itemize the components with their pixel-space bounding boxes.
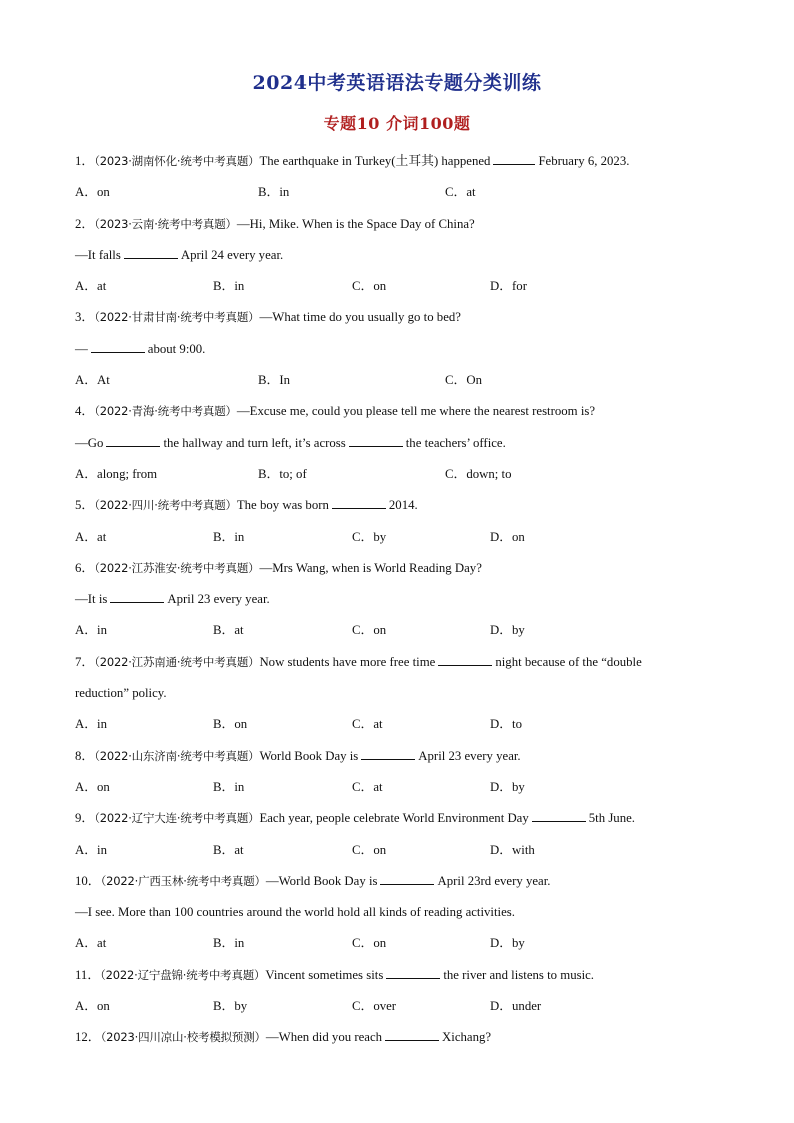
option-a[interactable]: A．on <box>75 185 110 200</box>
question-1-options <box>75 177 735 208</box>
option-a[interactable]: A．in <box>75 842 107 857</box>
answer-blank[interactable] <box>91 339 145 353</box>
option-c[interactable]: C．over <box>352 999 397 1014</box>
answer-blank[interactable] <box>124 245 178 259</box>
option-c[interactable]: C．down; to <box>445 466 512 481</box>
question-2-stem: 2．（2023·云南·统考中考真题）—Hi, Mike. When is the Space Day of China? <box>75 216 475 231</box>
option-d[interactable]: D．on <box>490 529 525 544</box>
question-6-options <box>75 615 735 646</box>
option-b[interactable]: B．in <box>258 185 290 200</box>
question-5-options <box>75 522 735 553</box>
option-d[interactable]: D．under <box>490 999 542 1014</box>
option-b[interactable]: B．In <box>258 373 290 388</box>
question-7-options <box>75 709 735 740</box>
question-3-line2: — about 9:00. <box>75 334 735 365</box>
option-d[interactable]: D．by <box>490 936 525 951</box>
question-9-options <box>75 835 735 866</box>
option-a[interactable]: A．at <box>75 279 107 294</box>
answer-blank[interactable] <box>385 1027 439 1041</box>
document-title: 2024中考英语语法专题分类训练 <box>252 72 542 94</box>
option-b[interactable]: B．at <box>213 623 244 638</box>
option-a[interactable]: A．on <box>75 999 110 1014</box>
option-b[interactable]: B．in <box>213 529 245 544</box>
option-a[interactable]: A．at <box>75 936 107 951</box>
question-2-options <box>75 271 735 302</box>
option-d[interactable]: D．with <box>490 842 535 857</box>
answer-blank[interactable] <box>332 495 386 509</box>
question-9-stem: 9．（2022·辽宁大连·统考中考真题）Each year, people celebrate World Environment Day 5th June. <box>75 803 735 834</box>
answer-blank[interactable] <box>361 746 415 760</box>
option-c[interactable]: C．on <box>352 279 387 294</box>
option-c[interactable]: C．on <box>352 936 387 951</box>
question-list <box>75 146 735 1054</box>
option-d[interactable]: D．for <box>490 279 527 294</box>
question-11-stem: 11．（2022·辽宁盘锦·统考中考真题）Vincent sometimes sits the river and listens to music. <box>75 960 735 991</box>
option-a[interactable]: A．in <box>75 623 107 638</box>
question-8-stem: 8．（2022·山东济南·统考中考真题）World Book Day is April 23 every year. <box>75 741 735 772</box>
option-d[interactable]: D．by <box>490 779 525 794</box>
option-b[interactable]: B．in <box>213 279 245 294</box>
question-1-stem: 1．（2023·湖南怀化·统考中考真题）The earthquake in Turkey(土耳其) happened February 6, 2023. <box>75 146 735 177</box>
question-12-stem: 12．（2023·四川凉山·校考模拟预测）—When did you reach Xichang? <box>75 1022 735 1053</box>
question-8-options <box>75 772 735 803</box>
document-subtitle: 专题10 介词100题 <box>323 114 471 133</box>
option-c[interactable]: C．at <box>445 185 476 200</box>
question-7-stem: 7．（2022·江苏南通·统考中考真题）Now students have more free time night because of the “double <box>75 647 735 678</box>
option-b[interactable]: B．at <box>213 842 244 857</box>
option-a[interactable]: A．At <box>75 373 110 388</box>
option-c[interactable]: C．on <box>352 842 387 857</box>
question-10-options <box>75 928 735 959</box>
option-a[interactable]: A．at <box>75 529 107 544</box>
question-7-line2: reduction” policy. <box>75 686 167 701</box>
question-5-stem: 5．（2022·四川·统考中考真题）The boy was born 2014. <box>75 490 735 521</box>
option-c[interactable]: C．on <box>352 623 387 638</box>
question-10-line2: —I see. More than 100 countries around the world hold all kinds of reading activities. <box>75 905 515 920</box>
answer-blank[interactable] <box>380 871 434 885</box>
question-10-stem: 10．（2022·广西玉林·统考中考真题）—World Book Day is April 23rd every year. <box>75 866 735 897</box>
option-c[interactable]: C．at <box>352 779 383 794</box>
option-b[interactable]: B．in <box>213 779 245 794</box>
option-c[interactable]: C．at <box>352 717 383 732</box>
option-a[interactable]: A．along; from <box>75 466 158 481</box>
answer-blank[interactable] <box>438 652 492 666</box>
question-4-options <box>75 459 735 490</box>
option-a[interactable]: A．in <box>75 717 107 732</box>
option-b[interactable]: B．by <box>213 999 248 1014</box>
question-2-line2: —It falls April 24 every year. <box>75 240 735 271</box>
question-11-options <box>75 991 735 1022</box>
option-d[interactable]: D．by <box>490 623 525 638</box>
question-3-options <box>75 365 735 396</box>
option-c[interactable]: C．by <box>352 529 387 544</box>
question-3-stem: 3．（2022·甘肃甘南·统考中考真题）—What time do you usually go to bed? <box>75 310 461 325</box>
option-b[interactable]: B．in <box>213 936 245 951</box>
question-6-stem: 6．（2022·江苏淮安·统考中考真题）—Mrs Wang, when is World Reading Day? <box>75 560 482 575</box>
answer-blank[interactable] <box>532 808 586 822</box>
option-c[interactable]: C．On <box>445 373 482 388</box>
question-4-stem: 4．（2022·青海·统考中考真题）—Excuse me, could you please tell me where the nearest restroom is? <box>75 404 596 419</box>
option-a[interactable]: A．on <box>75 779 110 794</box>
question-4-line2: —Go the hallway and turn left, it’s across the teachers’ office. <box>75 428 735 459</box>
answer-blank[interactable] <box>349 433 403 447</box>
answer-blank[interactable] <box>110 589 164 603</box>
option-b[interactable]: B．on <box>213 717 248 732</box>
answer-blank[interactable] <box>386 965 440 979</box>
option-d[interactable]: D．to <box>490 717 522 732</box>
answer-blank[interactable] <box>106 433 160 447</box>
answer-blank[interactable] <box>493 151 535 165</box>
option-b[interactable]: B．to; of <box>258 466 307 481</box>
question-6-line2: —It is April 23 every year. <box>75 584 735 615</box>
